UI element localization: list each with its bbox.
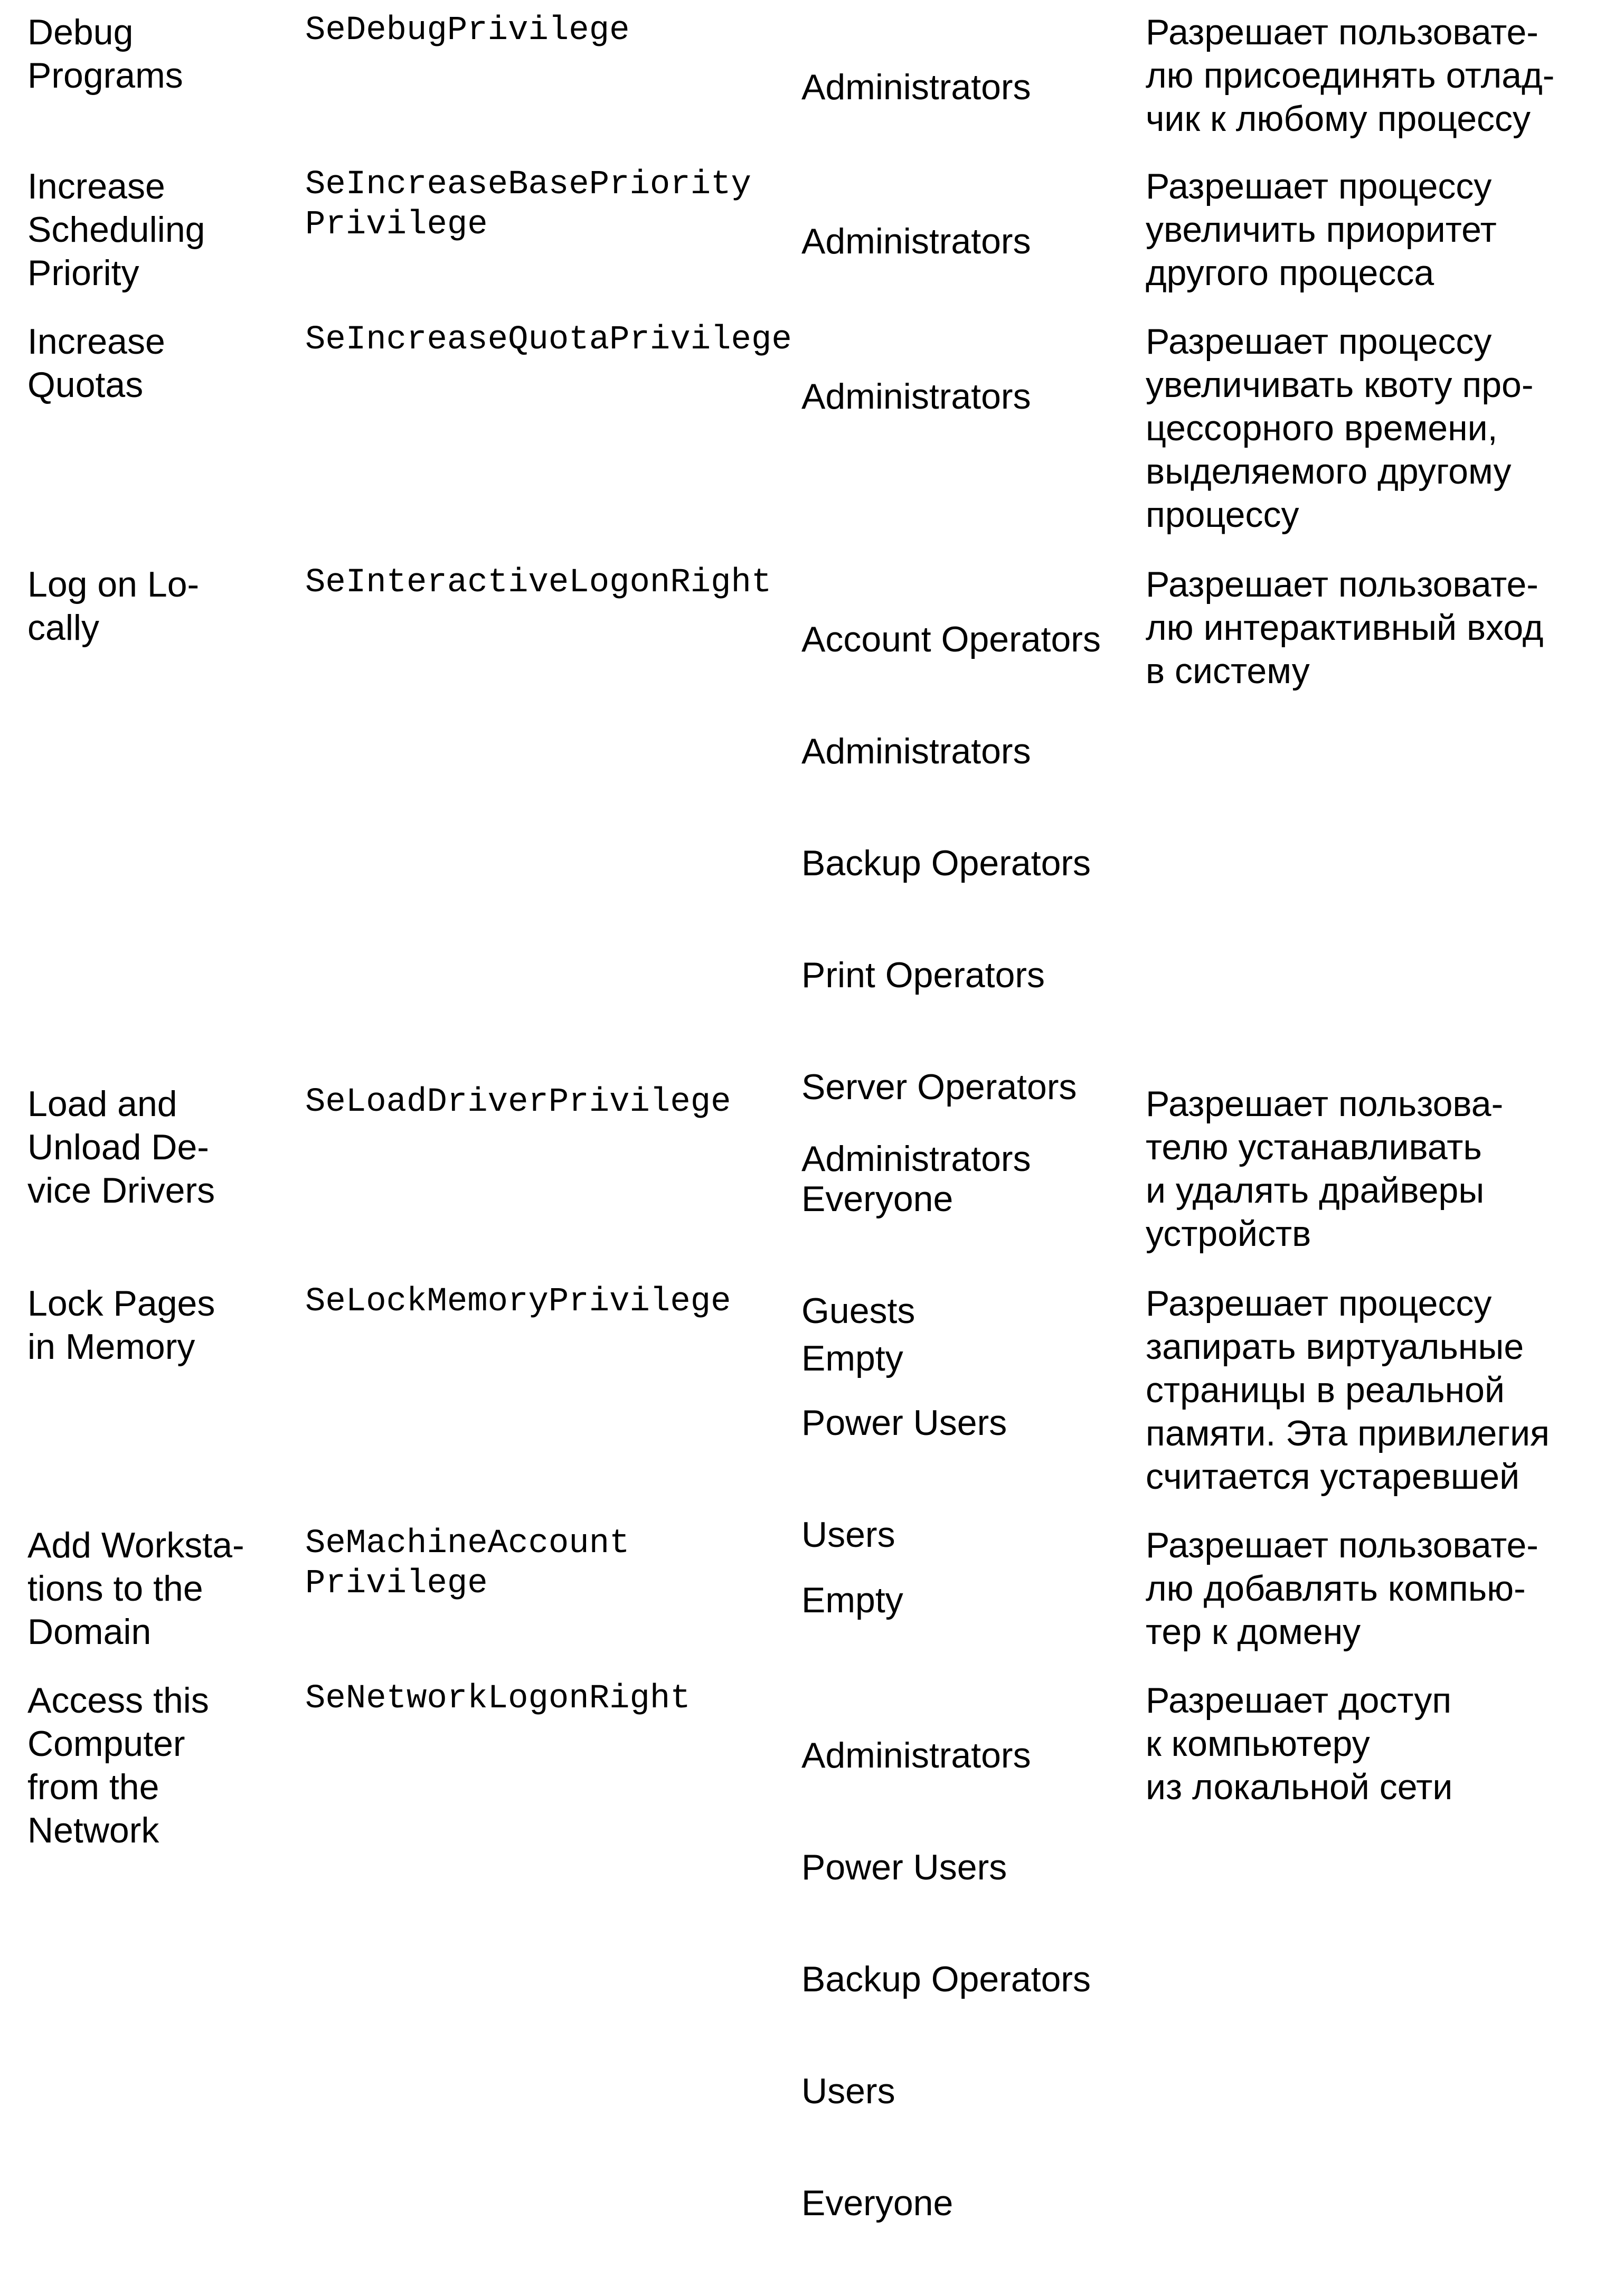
privilege-description: Разрешает доступ к компьютеру из локальной сети bbox=[1146, 1680, 1453, 1807]
group-name: Everyone bbox=[801, 1179, 953, 1219]
group-name: Administrators bbox=[801, 1139, 1031, 1179]
default-groups bbox=[801, 1075, 1139, 1243]
group-name: Print Operators bbox=[801, 955, 1045, 995]
privilege-name: Add Worksta- tions to the Domain bbox=[27, 1525, 244, 1652]
privilege-constant: SeDebugPrivilege bbox=[305, 12, 630, 50]
group-name: Server Operators bbox=[801, 1067, 1077, 1107]
group-name: Power Users bbox=[801, 1403, 1007, 1443]
default-groups bbox=[801, 1671, 1139, 2287]
privilege-description: Разрешает пользова- телю устанавливать и удалять драйверы устройств bbox=[1146, 1084, 1504, 1254]
privilege-name: Load and Unload De- vice Drivers bbox=[27, 1084, 215, 1211]
default-groups bbox=[801, 157, 1139, 325]
privilege-constant: SeInteractiveLogonRight bbox=[305, 564, 772, 602]
privilege-name: Debug Programs bbox=[27, 12, 183, 96]
group-name: Backup Operators bbox=[801, 843, 1091, 883]
privilege-constant: SeIncreaseBasePriority Privilege bbox=[305, 166, 751, 244]
group-name: Empty bbox=[801, 1338, 903, 1378]
privilege-description: Разрешает процессу увеличивать квоту про- цессорного времени, выделяемого другому процессу bbox=[1146, 322, 1534, 535]
privilege-description: Разрешает процессу увеличить приоритет другого процесса bbox=[1146, 166, 1497, 293]
privilege-name: Increase Scheduling Priority bbox=[27, 166, 205, 293]
default-groups bbox=[801, 313, 1139, 480]
group-name: Power Users bbox=[801, 1847, 1007, 1887]
group-name: Users bbox=[801, 2071, 895, 2111]
group-name: Account Operators bbox=[801, 619, 1101, 659]
group-name: Empty bbox=[801, 1580, 903, 1620]
default-groups bbox=[801, 1274, 1139, 1442]
group-name: Administrators bbox=[801, 376, 1031, 417]
privilege-name: Log on Lo- cally bbox=[27, 564, 200, 648]
privilege-description: Разрешает процессу запирать виртуальные страницы в реальной памяти. Эта привилегия считается устаревшей bbox=[1146, 1283, 1550, 1497]
privilege-description: Разрешает пользовате- лю интерактивный вход в систему bbox=[1146, 564, 1544, 691]
group-name: Administrators bbox=[801, 1735, 1031, 1775]
group-name: Administrators bbox=[801, 221, 1031, 261]
group-name: Guests bbox=[801, 1291, 915, 1331]
privilege-constant: SeLoadDriverPrivilege bbox=[305, 1083, 731, 1121]
privilege-constant: SeLockMemoryPrivilege bbox=[305, 1283, 731, 1321]
group-name: Administrators bbox=[801, 67, 1031, 107]
group-name: Everyone bbox=[801, 2183, 953, 2223]
group-name: Users bbox=[801, 1515, 895, 1555]
group-name: Administrators bbox=[801, 731, 1031, 771]
privilege-name: Increase Quotas bbox=[27, 322, 165, 405]
privilege-constant: SeIncreaseQuotaPrivilege bbox=[305, 321, 792, 359]
default-groups bbox=[801, 3, 1139, 171]
privilege-constant: SeNetworkLogonRight bbox=[305, 1680, 691, 1718]
privilege-name: Lock Pages in Memory bbox=[27, 1283, 215, 1367]
privilege-constant: SeMachineAccount Privilege bbox=[305, 1525, 630, 1603]
group-name: Backup Operators bbox=[801, 1959, 1091, 1999]
privilege-description: Разрешает пользовате- лю добавлять компью- тер к домену bbox=[1146, 1525, 1538, 1652]
privilege-name: Access this Computer from the Network bbox=[27, 1680, 209, 1850]
privilege-description: Разрешает пользовате- лю присоединять отлад- чик к любому процессу bbox=[1146, 12, 1555, 139]
default-groups bbox=[801, 1516, 1139, 1684]
